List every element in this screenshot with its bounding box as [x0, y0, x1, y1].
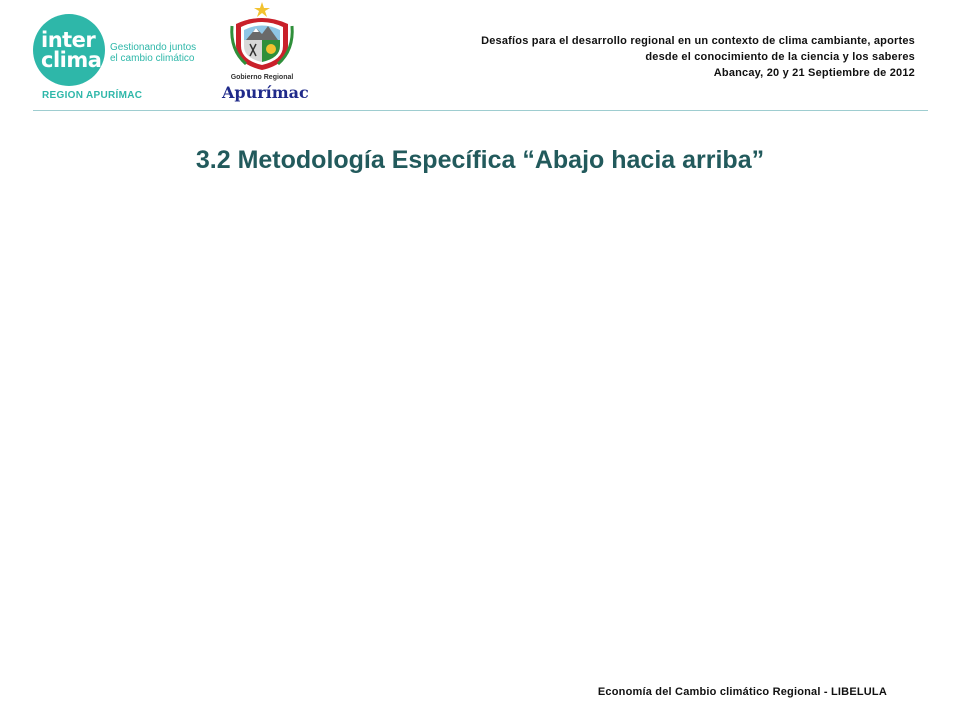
slide-footer: Economía del Cambio climático Regional - LIBELULA: [597, 686, 887, 698]
coat-of-arms-icon: [226, 2, 298, 72]
event-header-line2: desde el conocimiento de la ciencia y los saberes: [645, 51, 915, 63]
event-header-line3: Abancay, 20 y 21 Septiembre de 2012: [713, 67, 915, 79]
logo-tagline-line2: el cambio climático: [110, 53, 195, 64]
event-header-line1: Desafíos para el desarrollo regional en un contexto de clima cambiante, aportes: [481, 35, 915, 47]
header-divider: [33, 110, 928, 111]
slide-title: 3.2 Metodología Específica “Abajo hacia arriba”: [195, 146, 765, 174]
event-header: [481, 33, 915, 81]
logo-word-inter: inter: [41, 28, 96, 52]
gobierno-regional-name: Apurímac: [222, 83, 309, 102]
gobierno-regional-label: Gobierno Regional: [230, 74, 294, 81]
logo-word-clima: clima: [41, 48, 102, 72]
logo-tagline-line1: Gestionando juntos: [110, 42, 197, 53]
region-label: REGION APURÍMAC: [42, 90, 143, 101]
